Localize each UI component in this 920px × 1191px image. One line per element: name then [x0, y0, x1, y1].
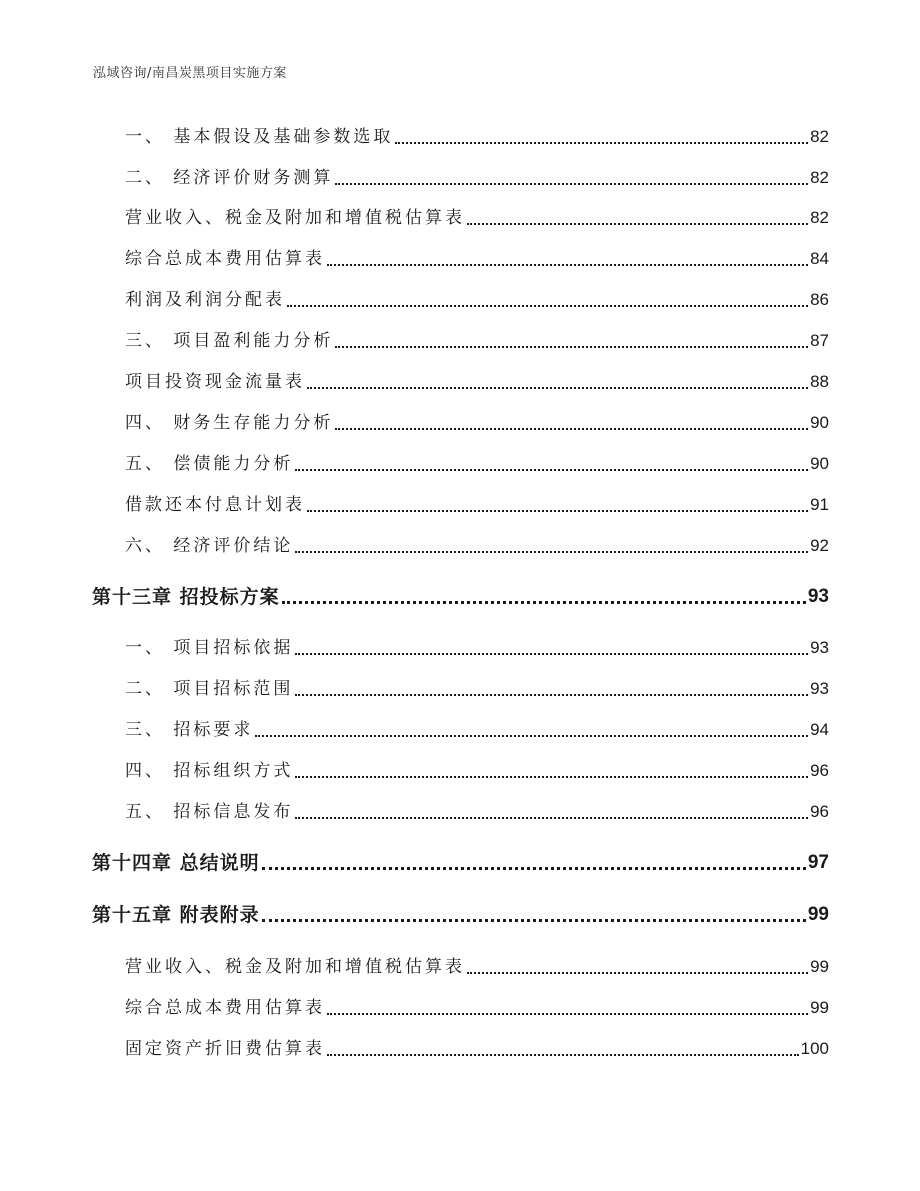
- page-header: 泓域咨询/南昌炭黑项目实施方案: [93, 66, 287, 81]
- toc-leader-dots: [327, 1053, 799, 1056]
- toc-entry[interactable]: [125, 288, 829, 312]
- toc-entry-title: 综合总成本费用估算表: [125, 249, 325, 269]
- toc-entry[interactable]: [125, 206, 829, 230]
- toc-page-number: 99: [810, 998, 829, 1017]
- toc-page-number: 86: [810, 290, 829, 309]
- toc-page-number: 90: [810, 454, 829, 473]
- toc-entry-title: 营业收入、税金及附加和增值税估算表: [125, 208, 465, 228]
- toc-chapter-entry[interactable]: [92, 850, 829, 876]
- toc-page-number: 99: [807, 904, 829, 925]
- toc-entry-title: 六、 经济评价结论: [125, 536, 294, 556]
- toc-leader-dots: [467, 971, 808, 974]
- toc-page-number: 82: [810, 168, 829, 187]
- toc-leader-dots: [295, 652, 808, 655]
- toc-entry-title: 三、 项目盈利能力分析: [125, 331, 334, 351]
- toc-leader-dots: [335, 345, 808, 348]
- toc-entry-title: 第十四章 总结说明: [92, 852, 260, 874]
- toc-leader-dots: [287, 304, 808, 307]
- toc-page-number: 93: [807, 586, 829, 607]
- toc-entry[interactable]: [125, 247, 829, 271]
- toc-page-number: 91: [810, 495, 829, 514]
- toc-entry-title: 借款还本付息计划表: [125, 495, 305, 515]
- toc-entry[interactable]: [125, 329, 829, 353]
- toc-leader-dots: [282, 600, 806, 604]
- toc-leader-dots: [327, 263, 808, 266]
- toc-page-number: 94: [810, 720, 829, 739]
- toc-entry-title: 营业收入、税金及附加和增值税估算表: [125, 957, 465, 977]
- toc-entry-title: 五、 偿债能力分析: [125, 454, 294, 474]
- toc-leader-dots: [295, 468, 808, 471]
- toc-entry-title: 三、 招标要求: [125, 720, 254, 740]
- toc-page-number: 90: [810, 413, 829, 432]
- toc-leader-dots: [335, 427, 808, 430]
- toc-leader-dots: [262, 918, 806, 922]
- toc-chapter-entry[interactable]: [92, 584, 829, 610]
- toc-page-number: 84: [810, 249, 829, 268]
- toc-entry-title: 一、 项目招标依据: [125, 638, 294, 658]
- toc-page-number: 87: [810, 331, 829, 350]
- toc-leader-dots: [255, 734, 808, 737]
- toc-page-number: 88: [810, 372, 829, 391]
- toc-chapter-entry[interactable]: [92, 902, 829, 928]
- toc-entry-title: 五、 招标信息发布: [125, 802, 294, 822]
- toc-entry[interactable]: [125, 534, 829, 558]
- toc-entry-title: 二、 项目招标范围: [125, 679, 294, 699]
- toc-page-number: 82: [810, 127, 829, 146]
- toc-entry[interactable]: [125, 1037, 829, 1061]
- toc-page-number: 100: [800, 1039, 829, 1058]
- toc-leader-dots: [327, 1012, 808, 1015]
- toc-page-number: 96: [810, 802, 829, 821]
- toc-entry[interactable]: [125, 759, 829, 783]
- toc-leader-dots: [467, 222, 808, 225]
- toc-leader-dots: [307, 386, 808, 389]
- toc-entry[interactable]: [125, 636, 829, 660]
- toc-leader-dots: [262, 866, 806, 870]
- toc-page-number: 93: [810, 679, 829, 698]
- toc-entry[interactable]: [125, 677, 829, 701]
- toc-entry-title: 第十三章 招投标方案: [92, 586, 280, 608]
- toc-entry[interactable]: [125, 452, 829, 476]
- toc-entry[interactable]: [125, 125, 829, 149]
- toc-entry-title: 固定资产折旧费估算表: [125, 1039, 325, 1059]
- toc-entry-title: 二、 经济评价财务测算: [125, 168, 334, 188]
- toc-leader-dots: [295, 775, 808, 778]
- toc-leader-dots: [307, 509, 808, 512]
- toc-entry-title: 第十五章 附表附录: [92, 904, 260, 926]
- toc-leader-dots: [295, 816, 808, 819]
- toc-entry[interactable]: [125, 800, 829, 824]
- toc-entry-title: 四、 招标组织方式: [125, 761, 294, 781]
- toc-leader-dots: [395, 141, 808, 144]
- toc-entry-title: 利润及利润分配表: [125, 290, 285, 310]
- toc-entry-title: 一、 基本假设及基础参数选取: [125, 127, 394, 147]
- toc-page-number: 82: [810, 208, 829, 227]
- toc-entry[interactable]: [125, 411, 829, 435]
- toc-entry[interactable]: [125, 996, 829, 1020]
- toc-page-number: 97: [807, 852, 829, 873]
- toc-page-number: 96: [810, 761, 829, 780]
- toc-entry[interactable]: [125, 718, 829, 742]
- toc-entry[interactable]: [125, 493, 829, 517]
- toc-entry-title: 四、 财务生存能力分析: [125, 413, 334, 433]
- toc-entry[interactable]: [125, 370, 829, 394]
- toc-page-number: 99: [810, 957, 829, 976]
- toc-entry[interactable]: [125, 166, 829, 190]
- toc-entry-title: 项目投资现金流量表: [125, 372, 305, 392]
- toc-leader-dots: [295, 693, 808, 696]
- toc-page-number: 92: [810, 536, 829, 555]
- toc-entry[interactable]: [125, 955, 829, 979]
- toc-leader-dots: [295, 550, 808, 553]
- toc-page-number: 93: [810, 638, 829, 657]
- toc-entry-title: 综合总成本费用估算表: [125, 998, 325, 1018]
- toc-leader-dots: [335, 182, 808, 185]
